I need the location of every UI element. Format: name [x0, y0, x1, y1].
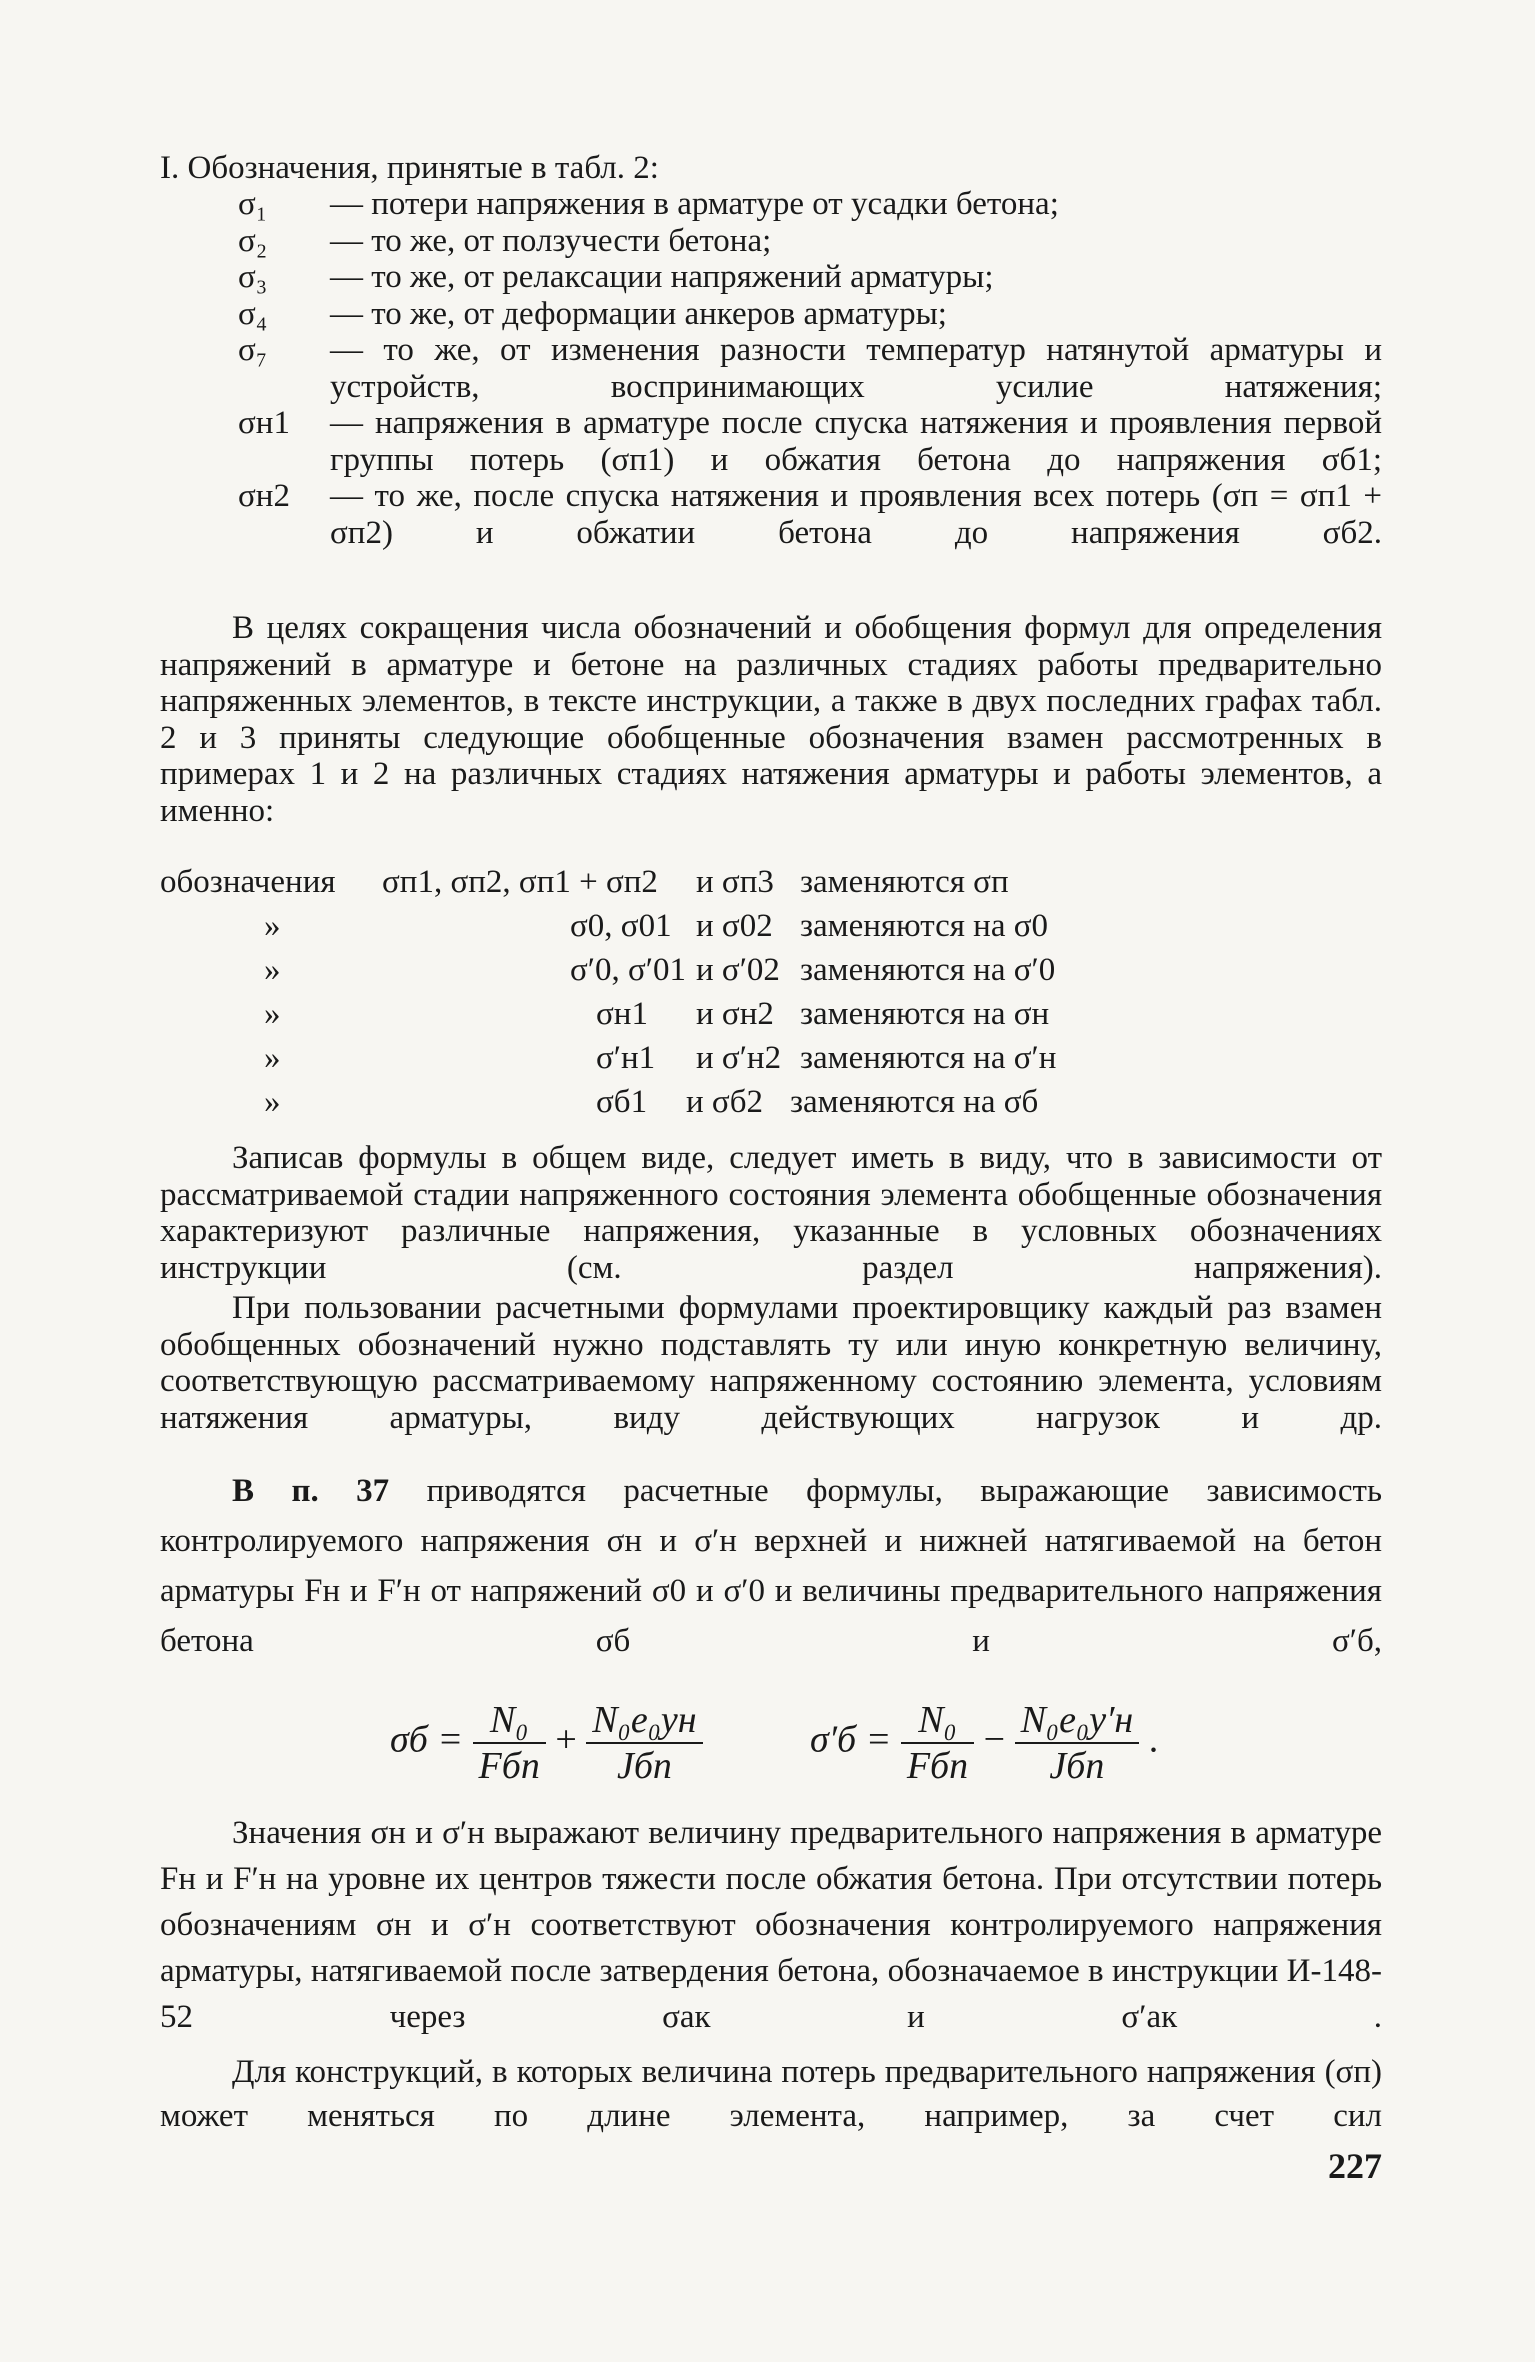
- replacement-items: σп1, σп2, σп1 + σп2: [382, 864, 658, 900]
- definition-item: [160, 478, 1382, 551]
- paragraph-p37: [160, 1466, 1382, 1666]
- definition-text: — то же, после спуска натяжения и проявления всех потерь (σп = σп1 + σп2) и обжатии бетона до напряжения σб2.: [330, 478, 1382, 551]
- formula-operator: +: [555, 1718, 577, 1761]
- replacement-row: [160, 1084, 1382, 1128]
- definition-item: [160, 223, 1382, 260]
- replacement-items: σб1: [596, 1084, 648, 1120]
- formula-numerator: N₀: [473, 1698, 546, 1744]
- replacement-row: [160, 996, 1382, 1040]
- formula-sigma-b-prime: [810, 1698, 1158, 1788]
- replacement-conj: и σн2: [696, 996, 774, 1032]
- formula-sigma-b: [390, 1698, 703, 1788]
- definition-text: — то же, от релаксации напряжений арматуры;: [330, 259, 994, 295]
- formula-fraction: [473, 1698, 546, 1788]
- replacement-lead: »: [264, 908, 281, 944]
- definition-symbol: σ₁: [238, 186, 268, 222]
- replacement-result: заменяются на σб: [790, 1084, 1039, 1120]
- replacement-conj: и σп3: [696, 864, 774, 900]
- replacement-lead: »: [264, 996, 281, 1032]
- replacement-row: [160, 952, 1382, 996]
- definitions-list: [160, 186, 1382, 551]
- definition-symbol: σ₄: [238, 295, 268, 332]
- paragraph-constructions: Для конструкций, в которых величина потерь предварительного напряжения (σп) может меняться по длине элемента, например, за счет сил: [160, 2054, 1382, 2134]
- formula-lhs: σ′б =: [810, 1718, 892, 1761]
- section-heading: I. Обозначения, принятые в табл. 2:: [160, 150, 659, 186]
- definition-item: [160, 259, 1382, 296]
- replacement-row: [160, 908, 1382, 952]
- formula-fraction: [586, 1698, 702, 1788]
- definition-text: — напряжения в арматуре после спуска натяжения и проявления первой группы потерь (σп1) и обжатия бетона до напряжения σб1;: [330, 405, 1382, 478]
- replacement-row: [160, 1040, 1382, 1084]
- replacement-lead: обозначения: [160, 864, 336, 900]
- replacement-result: заменяются на σ′н: [800, 1040, 1057, 1076]
- replacement-result: заменяются на σн: [800, 996, 1050, 1032]
- formula-denominator: Fбп: [478, 1745, 540, 1787]
- paragraph-general: Записав формулы в общем виде, следует иметь в виду, что в зависимости от рассматриваемой стадии напряженного состояния элемента обобщенные обозначения характеризуют различные напряжения, указанные в условных обозначениях инструкции (см. раздел напряжения).: [160, 1140, 1382, 1286]
- definition-symbol: σн1: [238, 405, 290, 441]
- paragraph-p37-text: приводятся расчетные формулы, выражающие зависимость контролируемого напряжения σн и σ′н верхней и нижней натягиваемой на бетон арматуры Fн и F′н от напряжений σ0 и σ′0 и величины предварительного напряжения бетона σб и σ′б,: [160, 1473, 1383, 1659]
- replacement-lead: »: [264, 952, 281, 988]
- formula-end-mark: .: [1148, 1718, 1159, 1761]
- formula-denominator: Fбп: [906, 1745, 969, 1787]
- replacement-conj: и σ′н2: [696, 1040, 782, 1076]
- definition-text: — то же, от изменения разности температур натянутой арматуры и устройств, воспринимающих усилие натяжения;: [330, 332, 1382, 405]
- definition-item: [160, 296, 1382, 333]
- definition-item: [160, 186, 1382, 223]
- formula-numerator: N₀e₀y′н: [1015, 1698, 1140, 1744]
- definition-item: [160, 332, 1382, 405]
- definition-text: — то же, от деформации анкеров арматуры;: [330, 295, 947, 332]
- replacement-items: σ0, σ01: [570, 908, 672, 944]
- replacement-result: заменяются σп: [800, 864, 1009, 900]
- replacement-lead: »: [264, 1084, 281, 1120]
- formula-denominator: Jбп: [616, 1745, 672, 1787]
- replacement-conj: и σб2: [686, 1084, 763, 1120]
- replacement-items: σ′н1: [596, 1040, 656, 1076]
- replacement-items: σ′0, σ′01: [570, 952, 687, 988]
- replacement-result: заменяются на σ0: [800, 908, 1049, 944]
- definition-text: — потери напряжения в арматуре от усадки бетона;: [330, 186, 1059, 222]
- formula-fraction: [1015, 1698, 1140, 1788]
- replacement-row: [160, 864, 1382, 908]
- formula-fraction: [901, 1698, 974, 1788]
- formula-lhs: σб =: [390, 1718, 463, 1761]
- paragraph-usage: При пользовании расчетными формулами проектировщику каждый раз взамен обобщенных обозначений нужно подставлять ту или иную конкретную величину, соответствующую рассматриваемому напряженному состоянию элемента, условиям натяжения арматуры, виду действующих нагрузок и др.: [160, 1290, 1382, 1436]
- paragraph-values: Значения σн и σ′н выражают величину предварительного напряжения в арматуре Fн и F′н на уровне их центров тяжести после обжатия бетона. При отсутствии потерь обозначениям σн и σ′н соответствуют обозначения контролируемого напряжения арматуры, натягиваемой после затвердения бетона, обозначаемое в инструкции И-148-52 через σак и σ′ак .: [160, 1815, 1382, 2035]
- replacement-result: заменяются на σ′0: [800, 952, 1056, 988]
- page-number: 227: [1328, 2146, 1382, 2186]
- formula-numerator: N₀: [901, 1698, 974, 1744]
- replacement-items: σн1: [596, 996, 648, 1032]
- replacement-conj: и σ02: [696, 908, 773, 944]
- definition-symbol: σ₂: [238, 222, 268, 259]
- replacement-lead: »: [264, 1040, 281, 1076]
- definition-item: [160, 405, 1382, 478]
- definition-symbol: σ₇: [238, 332, 268, 368]
- formula-block: [0, 1698, 1535, 1798]
- definition-symbol: σн2: [238, 478, 290, 514]
- formula-operator: −: [983, 1718, 1006, 1761]
- paragraph-p37-ref: В п. 37: [232, 1473, 390, 1509]
- replacement-table: [160, 864, 1382, 1128]
- definition-symbol: σ₃: [238, 259, 268, 295]
- paragraph-intro: В целях сокращения числа обозначений и обобщения формул для определения напряжений в арматуре и бетоне на различных стадиях работы предварительно напряженных элементов, в тексте инструкции, а также в двух последних графах табл. 2 и 3 приняты следующие обобщенные обозначения взамен рассмотренных в примерах 1 и 2 на различных стадиях натяжения арматуры и работы элементов, а именно:: [160, 610, 1382, 829]
- definition-text: — то же, от ползучести бетона;: [330, 222, 772, 259]
- formula-denominator: Jбп: [1049, 1745, 1105, 1787]
- formula-numerator: N₀e₀yн: [586, 1698, 702, 1744]
- replacement-conj: и σ′02: [696, 952, 780, 988]
